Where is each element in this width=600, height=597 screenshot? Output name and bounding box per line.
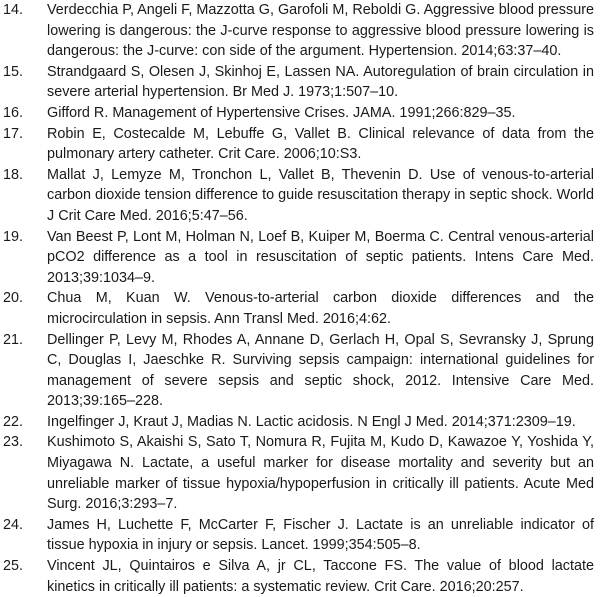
reference-item — [0, 288, 600, 329]
reference-text: Strandgaard S, Olesen J, Skinhoj E, Lassen NA. Autoregulation of brain circulation in severe arterial hypertension. Br Med J. 1973;1:507–10. — [47, 63, 594, 101]
reference-text: Mallat J, Lemyze M, Tronchon L, Vallet B, Thevenin D. Use of venous-to-arterial carbon dioxide tension difference to guide resuscitation therapy in septic shock. World J Crit Care Med. 2016;5:47–56. — [47, 166, 594, 224]
reference-item — [0, 515, 600, 556]
reference-text: Ingelfinger J, Kraut J, Madias N. Lactic acidosis. N Engl J Med. 2014;371:2309–19. — [47, 413, 576, 430]
reference-number: 16. — [3, 104, 24, 121]
reference-item — [0, 432, 600, 514]
reference-text: James H, Luchette F, McCarter F, Fischer J. Lactate is an unreliable indicator of tissue hypoxia in injury or sepsis. Lancet. 1999;354:505–8. — [47, 516, 594, 554]
reference-number: 17. — [3, 125, 24, 142]
reference-item — [0, 165, 600, 227]
reference-number: 24. — [3, 516, 24, 533]
reference-item — [0, 0, 600, 62]
reference-text: Kushimoto S, Akaishi S, Sato T, Nomura R, Fujita M, Kudo D, Kawazoe Y, Yoshida Y, Miyagawa N. Lactate, a useful marker for disease mortality and severity but an unreliable marker of tissue hypoxia/hypoperfusion in critically ill patients. Acute Med Surg. 2016;3:293–7. — [47, 434, 594, 513]
reference-item — [0, 330, 600, 412]
reference-number: 14. — [3, 2, 24, 18]
reference-number: 20. — [3, 290, 24, 307]
reference-number: 25. — [3, 558, 24, 575]
reference-item — [0, 412, 600, 433]
reference-text: Chua M, Kuan W. Venous-to-arterial carbon dioxide differences and the microcirculation in sepsis. Ann Transl Med. 2016;4:62. — [47, 290, 594, 327]
reference-number: 19. — [3, 228, 24, 245]
reference-item — [0, 227, 600, 289]
reference-text: Dellinger P, Levy M, Rhodes A, Annane D, Gerlach H, Opal S, Sevransky J, Sprung C, Douglas I, Jaeschke R. Surviving sepsis campaign: international guidelines for management of severe sepsis and septic shock, 2012. Intensive Care Med. 2013;39:165–228. — [47, 331, 594, 410]
reference-text: Vincent JL, Quintairos e Silva A, jr CL, Taccone FS. The value of blood lactate kinetics in critically ill patients: a systematic review. Crit Care. 2016;20:257. — [47, 558, 594, 595]
reference-text: Robin E, Costecalde M, Lebuffe G, Vallet B. Clinical relevance of data from the pulmonary artery catheter. Crit Care. 2006;10:S3. — [47, 125, 594, 163]
reference-number: 23. — [3, 434, 24, 451]
reference-item — [0, 62, 600, 103]
reference-number: 18. — [3, 166, 24, 183]
reference-text: Van Beest P, Lont M, Holman N, Loef B, Kuiper M, Boerma C. Central venous-arterial pCO2 difference as a tool in resuscitation of septic patients. Intens Care Med. 2013;39:1034–9. — [47, 228, 594, 286]
reference-item — [0, 103, 600, 124]
reference-item — [0, 124, 600, 165]
reference-text: Gifford R. Management of Hypertensive Crises. JAMA. 1991;266:829–35. — [47, 104, 516, 121]
reference-item — [0, 556, 600, 597]
reference-text: Verdecchia P, Angeli F, Mazzotta G, Garofoli M, Reboldi G. Aggressive blood pressure lowering is dangerous: the J-curve response to aggressive blood pressure lowering is dangerous: the J-curve: con side of the argument. Hypertension. 2014;63:37–40. — [47, 2, 594, 60]
reference-number: 21. — [3, 331, 24, 348]
reference-number: 22. — [3, 413, 24, 430]
reference-number: 15. — [3, 63, 24, 80]
